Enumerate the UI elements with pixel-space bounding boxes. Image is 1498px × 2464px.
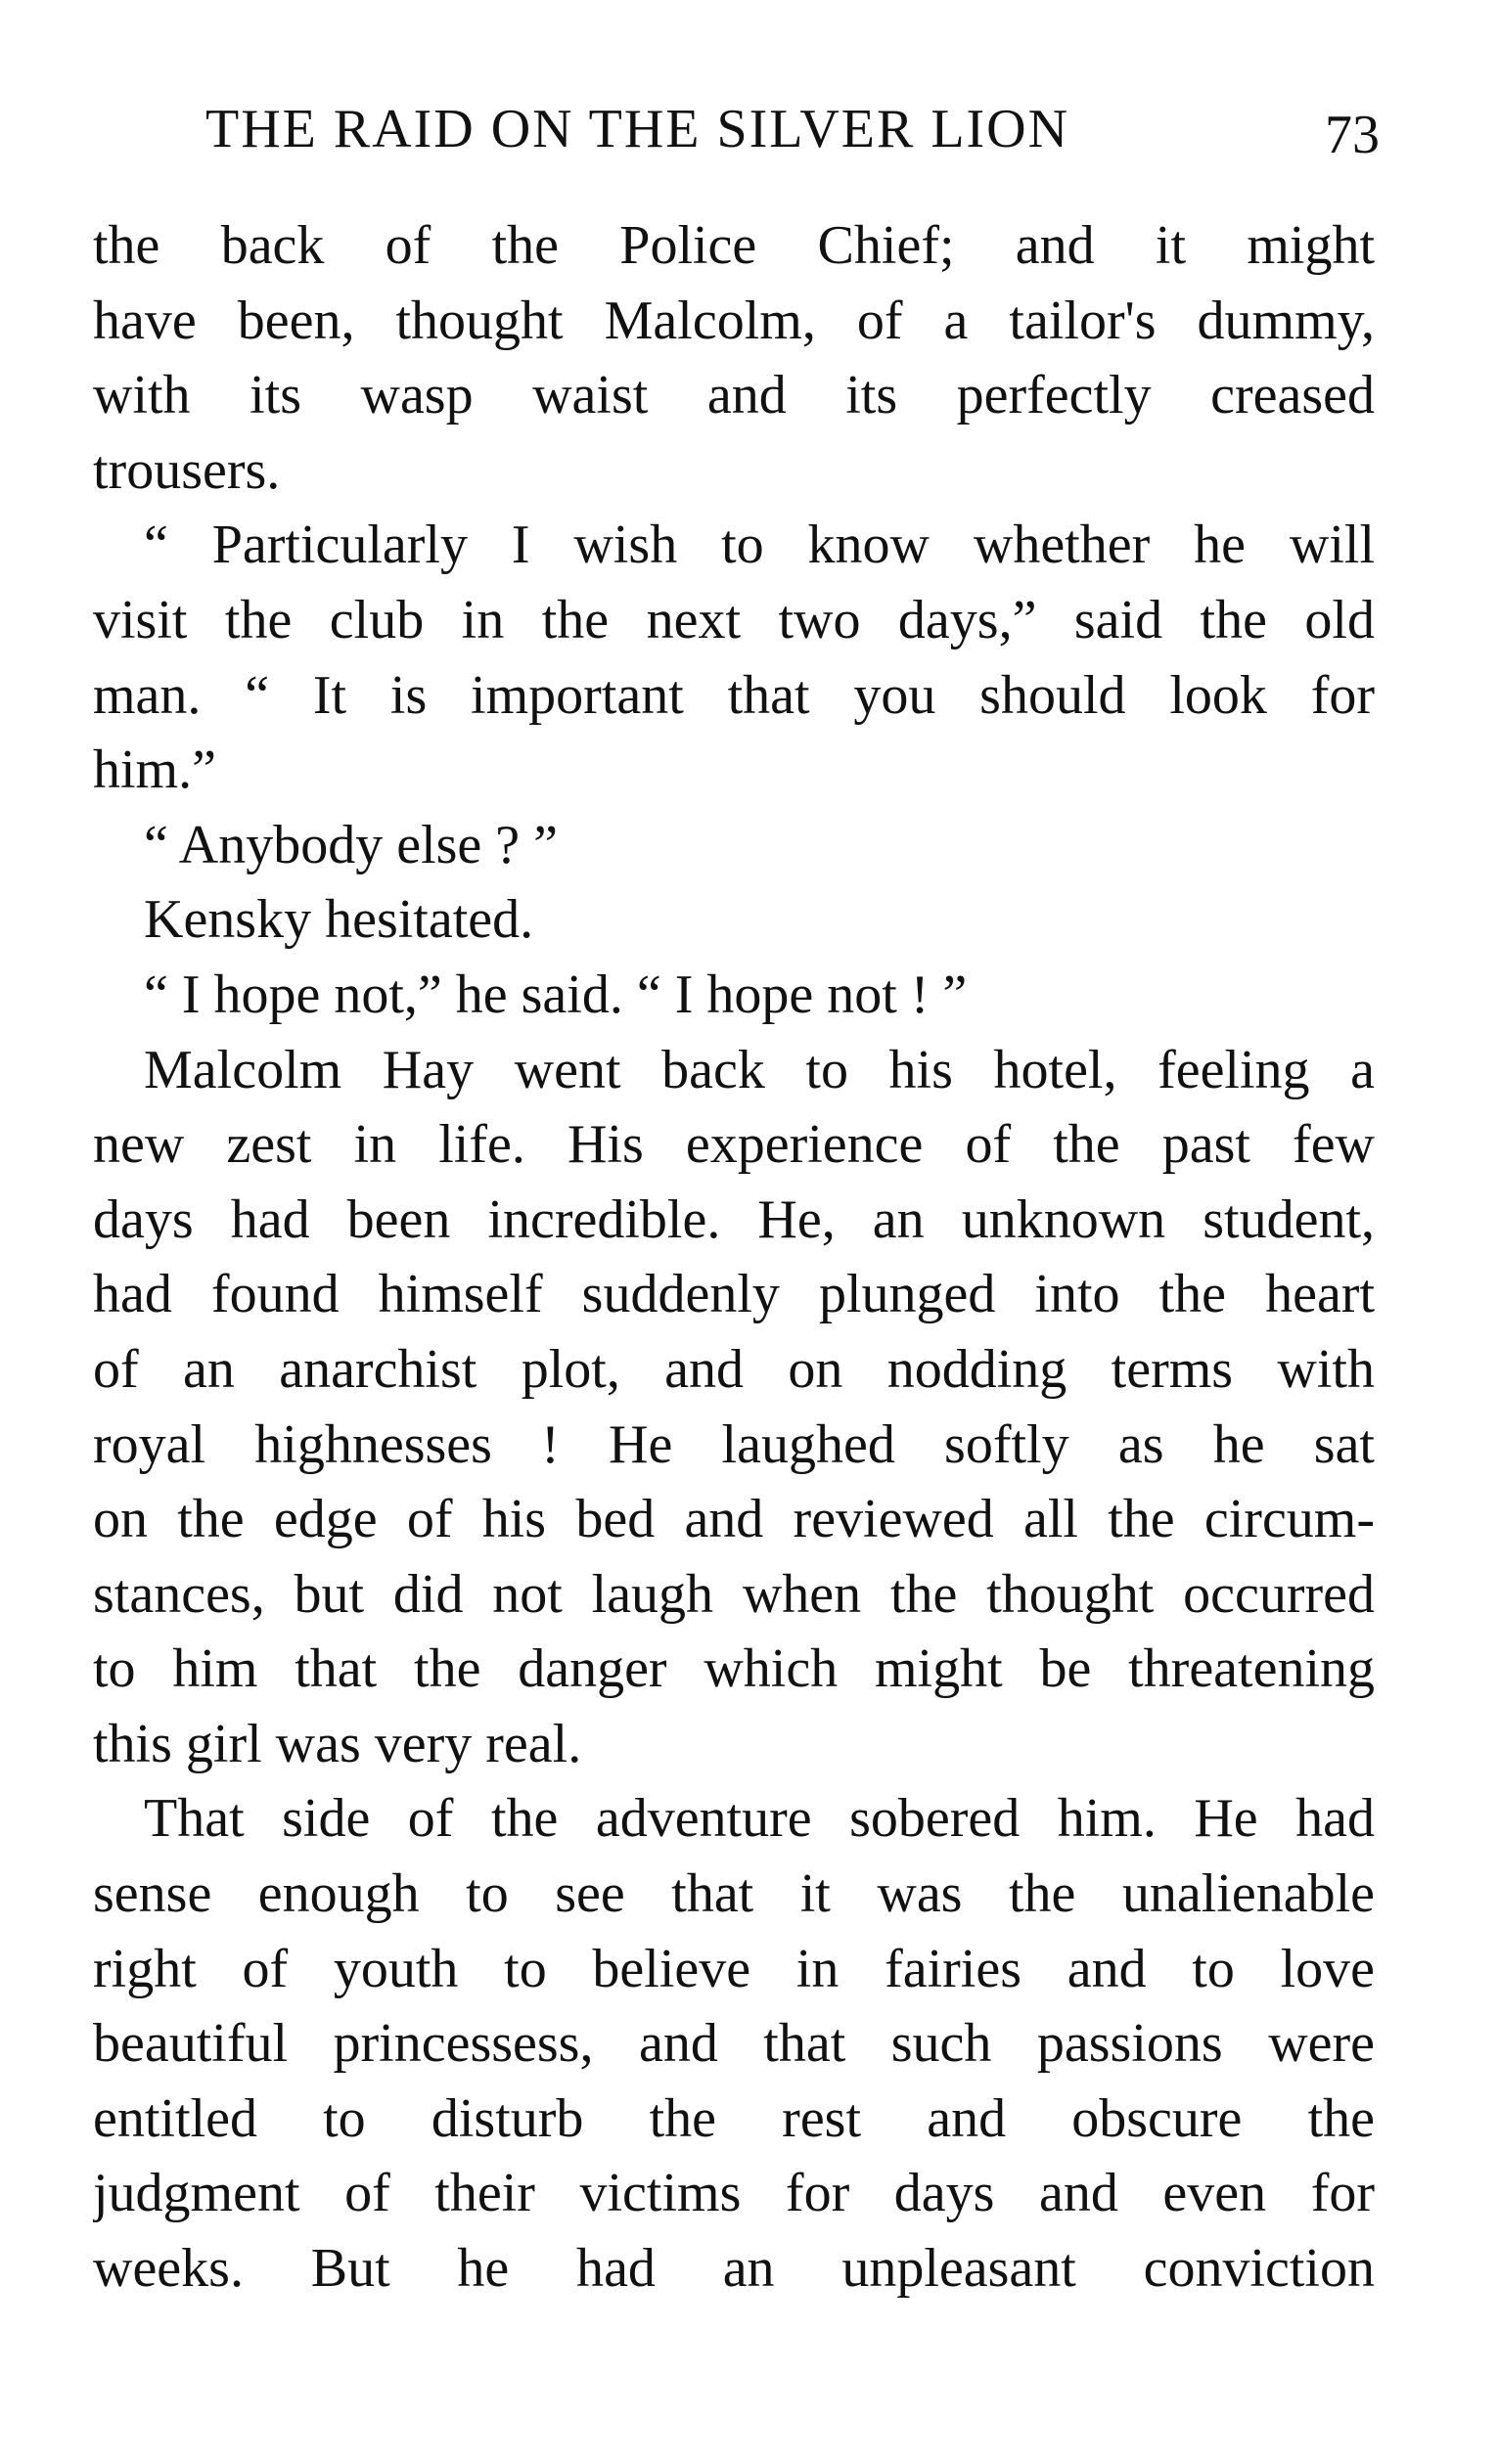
text-line: visit the club in the next two days,” said the old [93,589,1375,650]
text-line: royal highnesses ! He laughed softly as he sat [93,1413,1375,1475]
text-line: new zest in life. His experience of the past few [93,1114,1375,1176]
text-line: man. “ It is important that you should look for [93,664,1375,726]
text-line: this girl was very real. [93,1713,582,1774]
text-line: sense enough to see that it was the unalienable [93,1863,1375,1925]
text-line: him.” [93,739,216,801]
text-line: days had been incredible. He, an unknown student, [93,1188,1375,1250]
text-line: on the edge of his bed and reviewed all the circum- [93,1489,1375,1550]
page-header [205,98,1380,176]
text-line: “ I hope not,” he said. “ I hope not ! ” [144,963,968,1025]
text-line: “ Particularly I wish to know whether he will [144,515,1375,576]
text-line: right of youth to believe in fairies and to love [93,1938,1375,1999]
text-line: weeks. But he had an unpleasant conviction [93,2238,1375,2300]
body-text [93,208,1375,2307]
page-number: 73 [1325,105,1380,165]
text-line: Malcolm Hay went back to his hotel, feeling a [144,1039,1375,1100]
text-line: of an anarchist plot, and on nodding terms with [93,1338,1375,1400]
text-line: beautiful princessess, and that such passions were [93,2013,1375,2075]
text-line: That side of the adventure sobered him. He had [144,1788,1375,1850]
text-line: have been, thought Malcolm, of a tailor's dummy, [93,290,1375,351]
text-line: stances, but did not laugh when the thought occurred [93,1563,1375,1625]
text-line: the back of the Police Chief; and it might [93,215,1375,276]
running-head: THE RAID ON THE SILVER LION [205,99,1070,159]
text-line: had found himself suddenly plunged into the heart [93,1264,1375,1325]
text-line: Kensky hesitated. [144,889,534,951]
text-line: with its wasp waist and its perfectly creased [93,365,1375,426]
text-line: “ Anybody else ? ” [144,814,558,875]
text-line: entitled to disturb the rest and obscure the [93,2087,1375,2149]
text-line: judgment of their victims for days and even for [93,2163,1375,2224]
text-line: to him that the danger which might be threatening [93,1638,1375,1700]
text-line: trousers. [93,439,281,501]
